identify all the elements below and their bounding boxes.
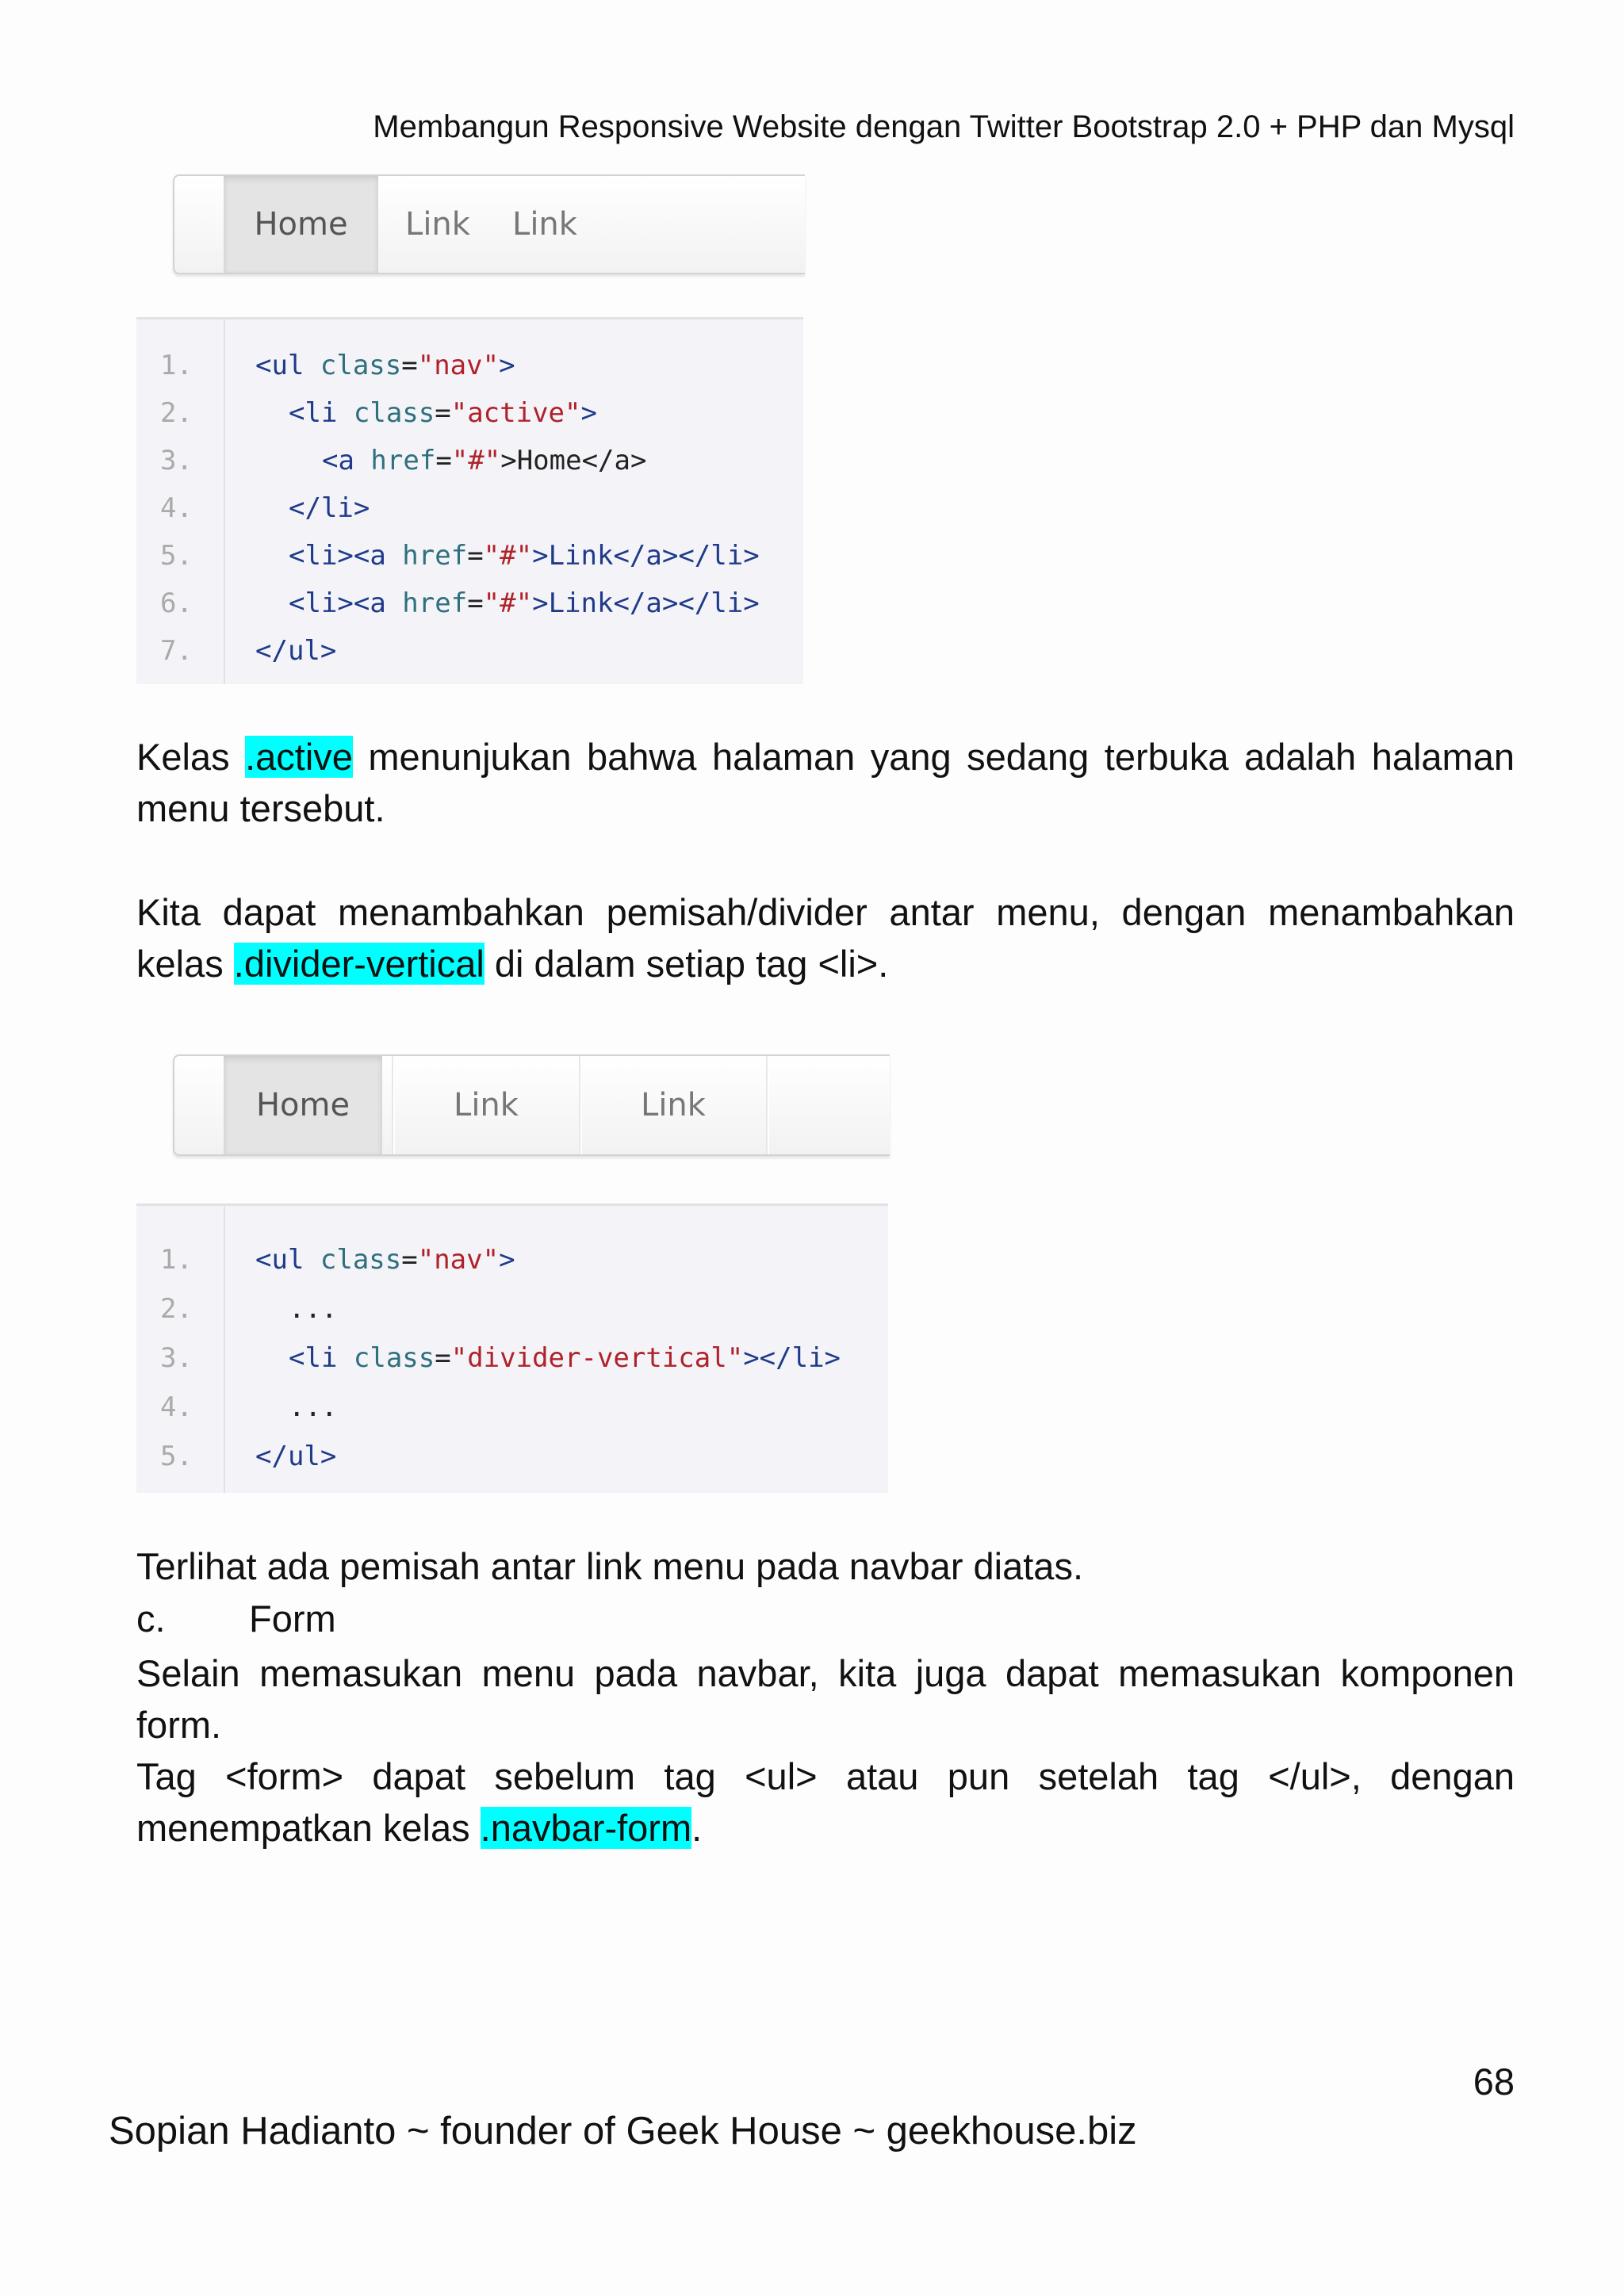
text: . [691, 1807, 703, 1849]
nav-item-home[interactable]: Home [224, 1056, 382, 1154]
line-number: 1. [160, 350, 193, 381]
code-eq: = [435, 1342, 451, 1374]
code-attr: class [320, 350, 402, 381]
navbar-example-1 [173, 174, 805, 274]
code-line [289, 540, 760, 572]
line-number: 4. [160, 492, 193, 524]
line-number: 5. [160, 540, 193, 572]
code-tag: > [499, 350, 515, 381]
text: Kelas [136, 736, 246, 778]
code-attr: href [402, 587, 468, 619]
code-string: "divider-vertical" [450, 1342, 744, 1374]
code-line [289, 587, 760, 619]
code-eq: = [401, 1244, 418, 1276]
running-header: Membangun Responsive Website dengan Twitter Bootstrap 2.0 + PHP dan Mysql [373, 109, 1515, 144]
nav-item-link[interactable]: Link [512, 206, 577, 243]
code-tag: ></li> [743, 1342, 841, 1374]
text: di dalam setiap tag <li>. [484, 943, 889, 985]
line-number: 2. [160, 397, 193, 429]
code-string: "#" [483, 587, 533, 619]
code-tag: > [499, 1244, 515, 1276]
nav-item-link[interactable]: Link [454, 1087, 519, 1123]
code-string: "#" [451, 445, 501, 476]
code-tag: <ul [255, 1244, 320, 1276]
text: menunjukan bahwa halaman yang sedang terbuka adalah halaman menu tersebut. [136, 736, 1515, 829]
line-number: 6. [160, 587, 193, 619]
code-tag: <li><a [289, 587, 403, 619]
highlight-divider-vertical: .divider-vertical [233, 943, 485, 985]
text: Tag <form> dapat sebelum tag <ul> atau pun setelah tag </ul>, dengan menempatkan kelas [136, 1755, 1515, 1849]
line-number: 4. [160, 1391, 193, 1423]
code-string: "nav" [417, 1244, 500, 1276]
code-text: >Home</a> [500, 445, 647, 476]
nav-item-link[interactable]: Link [405, 206, 470, 243]
code-line [289, 397, 597, 429]
code-line: </ul> [255, 635, 337, 667]
code-line: </li> [289, 492, 370, 524]
code-string: "#" [483, 540, 533, 572]
text: Kita dapat menambahkan pemisah/divider antar menu, dengan menambahkan kelas [136, 891, 1515, 985]
code-block-1 [136, 317, 803, 684]
code-attr: class [353, 397, 435, 429]
highlight-active: .active [245, 736, 353, 778]
code-attr: href [402, 540, 468, 572]
code-eq: = [467, 540, 484, 572]
code-line [255, 1244, 515, 1276]
line-number: 2. [160, 1293, 193, 1325]
paragraph-form-intro: Selain memasukan menu pada navbar, kita juga dapat memasukan komponen form. [136, 1652, 1515, 1746]
line-number: 5. [160, 1441, 193, 1472]
code-line [322, 445, 646, 476]
code-line [289, 1342, 841, 1374]
paragraph-active-class [136, 731, 1515, 834]
navbar-example-2 [173, 1054, 890, 1156]
paragraph-divider-note: Terlihat ada pemisah antar link menu pada navbar diatas. [136, 1545, 1084, 1587]
page-number: 68 [1473, 2061, 1515, 2103]
code-attr: class [320, 1244, 402, 1276]
nav-item-link[interactable]: Link [641, 1087, 706, 1123]
paragraph-divider [136, 886, 1515, 989]
line-number: 1. [160, 1244, 193, 1276]
nav-divider-vertical [766, 1056, 769, 1154]
code-line: </ul> [255, 1441, 337, 1472]
code-eq: = [401, 350, 418, 381]
line-number: 3. [160, 1342, 193, 1374]
code-line: ... [289, 1293, 338, 1325]
line-number: 3. [160, 445, 193, 476]
paragraph-navbar-form [136, 1751, 1515, 1854]
code-attr: class [353, 1342, 435, 1374]
footer: Sopian Hadianto ~ founder of Geek House ~ geekhouse.biz [109, 2110, 1137, 2152]
code-string: "active" [450, 397, 581, 429]
code-line [255, 350, 515, 381]
code-eq: = [435, 397, 451, 429]
highlight-navbar-form: .navbar-form [480, 1807, 692, 1849]
code-tag: > [580, 397, 597, 429]
code-tag: <li><a [289, 540, 403, 572]
code-tag: <li [289, 397, 354, 429]
code-attr: href [370, 445, 436, 476]
section-title: Form [249, 1598, 336, 1640]
code-string: "nav" [417, 350, 500, 381]
code-block-2 [136, 1203, 888, 1493]
code-line: ... [289, 1391, 338, 1423]
section-heading [136, 1597, 336, 1640]
code-eq: = [467, 587, 484, 619]
code-tag: <a [322, 445, 371, 476]
nav-item-home[interactable]: Home [224, 176, 378, 273]
code-tag: <li [289, 1342, 354, 1374]
code-tag: >Link</a></li> [532, 587, 760, 619]
section-label: c. [136, 1598, 166, 1640]
code-tag: <ul [255, 350, 320, 381]
line-number: 7. [160, 635, 193, 667]
code-eq: = [435, 445, 452, 476]
code-tag: >Link</a></li> [532, 540, 760, 572]
